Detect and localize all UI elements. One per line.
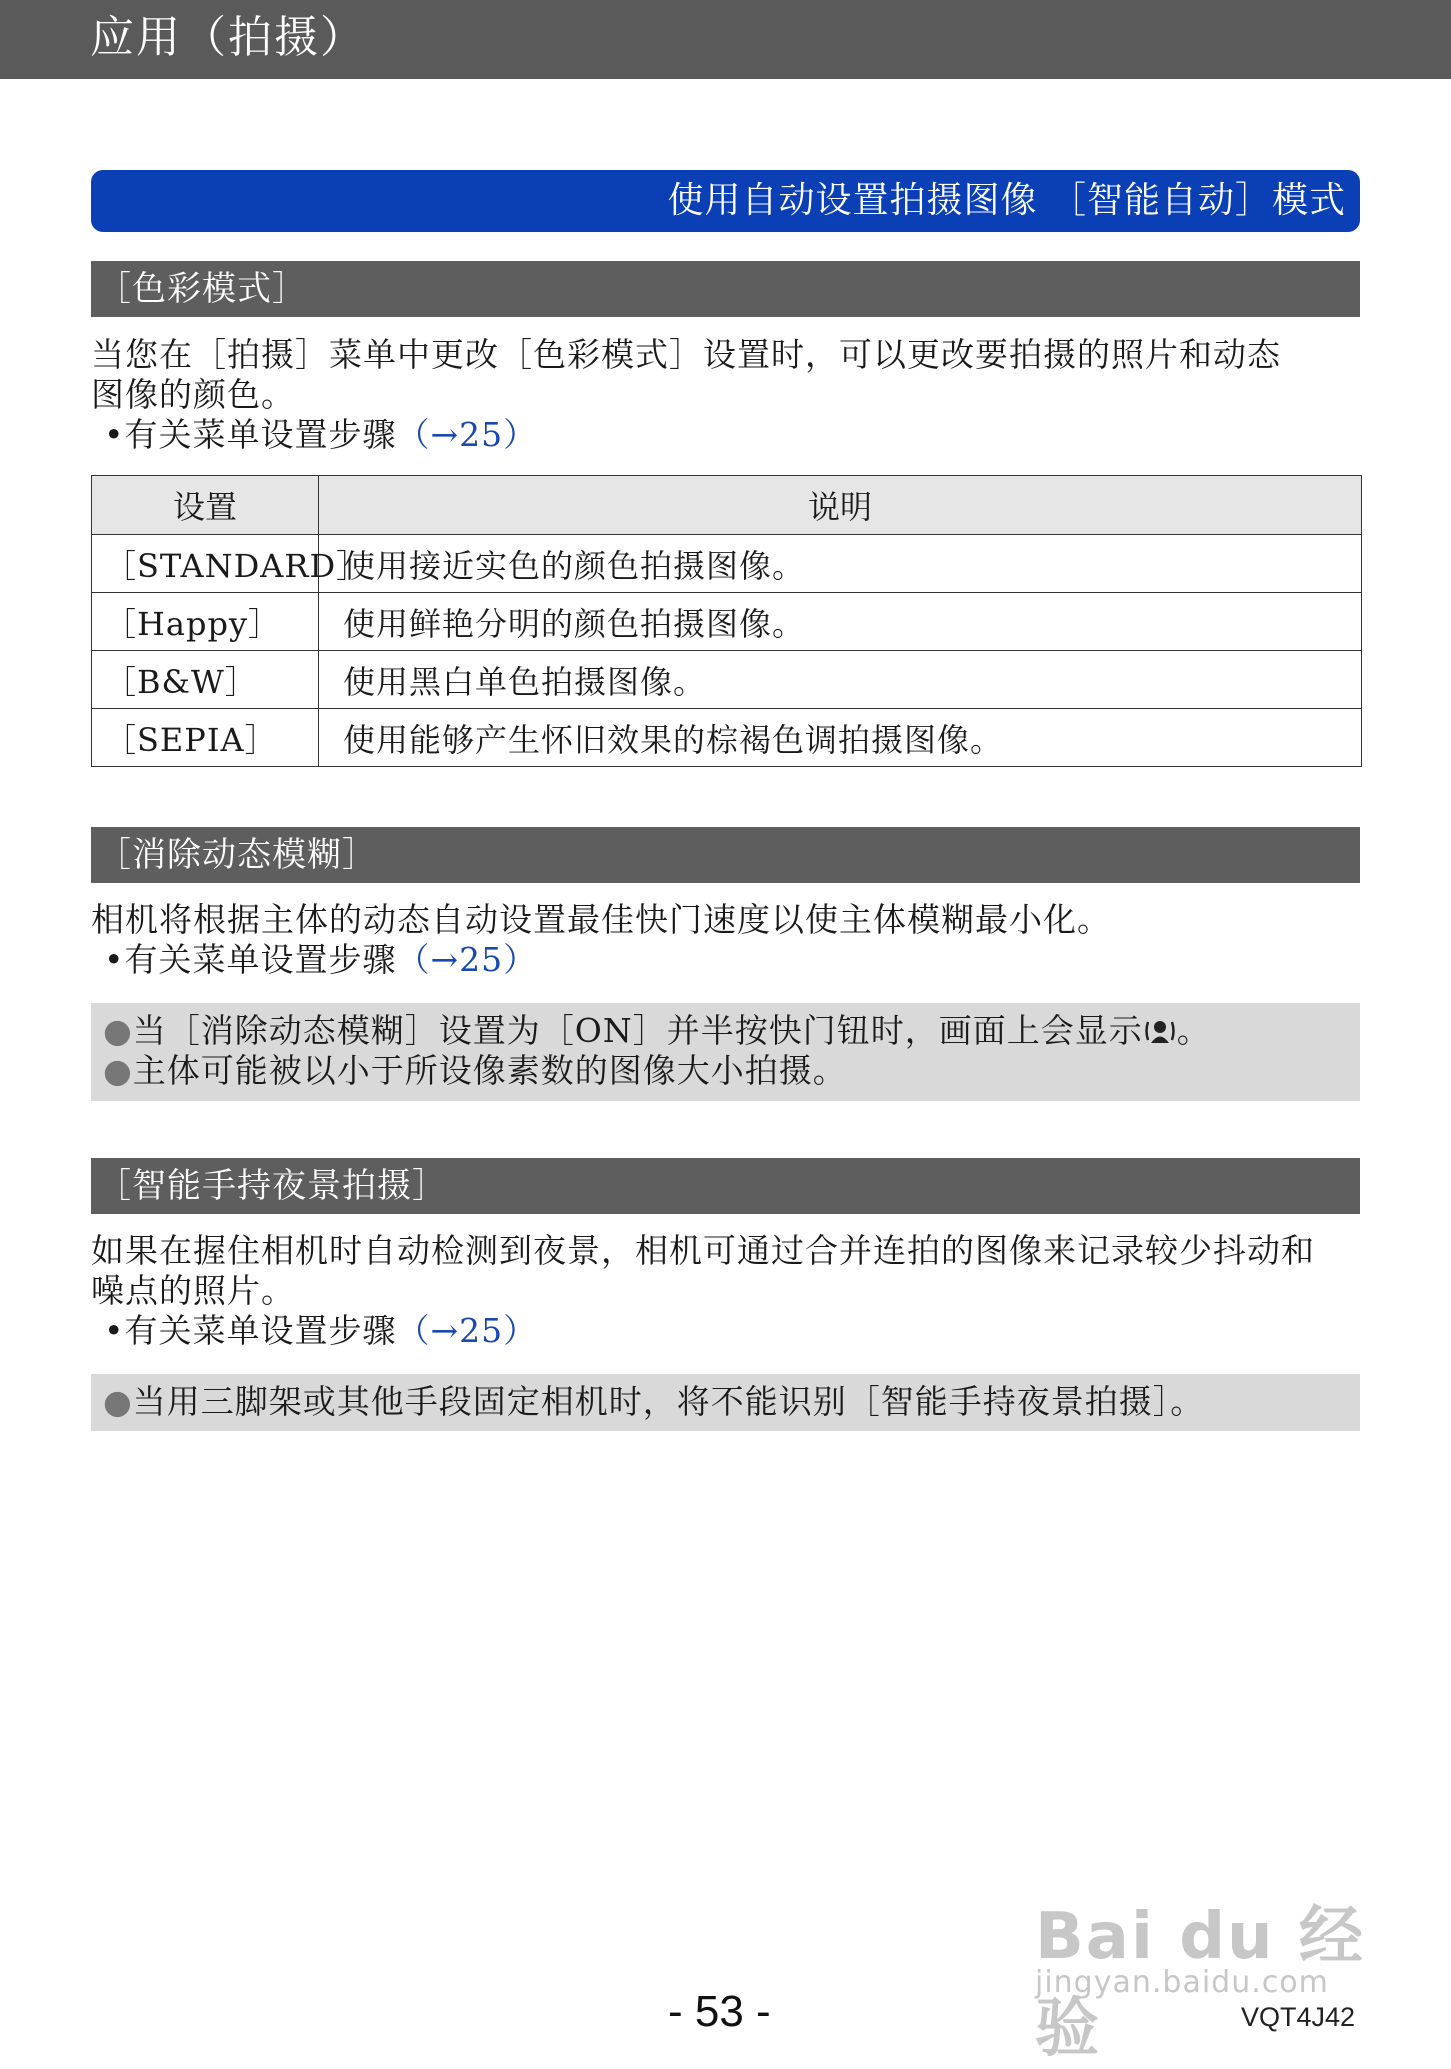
mode-banner [91,170,1360,232]
baidu-watermark [1025,1835,1385,2066]
section-heading-text: ［智能手持夜景拍摄］ [97,1166,447,1206]
description-cell: 使用黑白单色拍摄图像。 [319,651,1362,709]
note-item: ●当用三脚架或其他手段固定相机时，将不能识别［智能手持夜景拍摄］。 [103,1382,1205,1421]
bullet-text: •有关菜单设置步骤 [104,415,397,454]
document-code: VQT4J42 [1241,2002,1356,2032]
color-mode-description-line2: 图像的颜色。 [91,375,295,414]
table-row [92,593,1362,651]
motion-deblur-notes [91,1003,1360,1101]
table-row [92,535,1362,593]
column-header-setting: 设置 [92,476,319,535]
section-heading-handheld-night [91,1158,1360,1214]
banner-text: 使用自动设置拍摄图像 ［智能自动］模式 [667,180,1346,221]
color-mode-description-line1: 当您在［拍摄］菜单中更改［色彩模式］设置时，可以更改要拍摄的照片和动态 [91,335,1281,374]
watermark-brand: Bai du 经验 [1035,1900,1365,2066]
section-heading-color-mode [91,261,1360,317]
setting-cell: ［Happy］ [92,593,319,651]
table-row [92,709,1362,767]
page-reference-link[interactable]: （→25） [396,415,538,454]
column-header-description: 说明 [319,476,1362,535]
bullet-dot-icon: ● [103,1011,133,1050]
bullet-dot-icon: ● [103,1382,133,1421]
section-heading-text: ［消除动态模糊］ [97,835,377,875]
table-header-row [92,476,1362,535]
top-header-bar [0,0,1451,79]
setting-cell: ［STANDARD］ [92,535,319,593]
bullet-text: •有关菜单设置步骤 [104,940,397,979]
description-cell: 使用鲜艳分明的颜色拍摄图像。 [319,593,1362,651]
note-item: ●当［消除动态模糊］设置为［ON］并半按快门钮时，画面上会显示 。 [103,1011,1211,1050]
section-heading-text: ［色彩模式］ [97,269,307,309]
motion-deblur-icon [1143,1016,1177,1046]
setting-cell: ［B&W］ [92,651,319,709]
chapter-title: 应用（拍摄） [90,12,366,63]
description-cell: 使用能够产生怀旧效果的棕褐色调拍摄图像。 [319,709,1362,767]
section-heading-motion-deblur [91,827,1360,883]
table-row [92,651,1362,709]
watermark-url: jingyan.baidu.com [1035,1965,1329,2000]
handheld-night-description-line2: 噪点的照片。 [91,1271,295,1310]
handheld-night-notes [91,1374,1360,1431]
color-mode-menu-steps [104,415,537,455]
page-reference-link[interactable]: （→25） [396,1311,538,1350]
color-mode-table [91,475,1362,767]
bullet-dot-icon: ● [103,1051,133,1090]
page-number: - 53 - [668,1987,771,2036]
note-item: ●主体可能被以小于所设像素数的图像大小拍摄。 [103,1051,847,1090]
setting-cell: ［SEPIA］ [92,709,319,767]
motion-deblur-description: 相机将根据主体的动态自动设置最佳快门速度以使主体模糊最小化。 [91,900,1111,939]
description-cell: 使用接近实色的颜色拍摄图像。 [319,535,1362,593]
handheld-night-menu-steps [104,1311,537,1351]
bullet-text: •有关菜单设置步骤 [104,1311,397,1350]
handheld-night-description-line1: 如果在握住相机时自动检测到夜景，相机可通过合并连拍的图像来记录较少抖动和 [91,1231,1315,1270]
motion-deblur-menu-steps [104,940,537,980]
page-reference-link[interactable]: （→25） [396,940,538,979]
